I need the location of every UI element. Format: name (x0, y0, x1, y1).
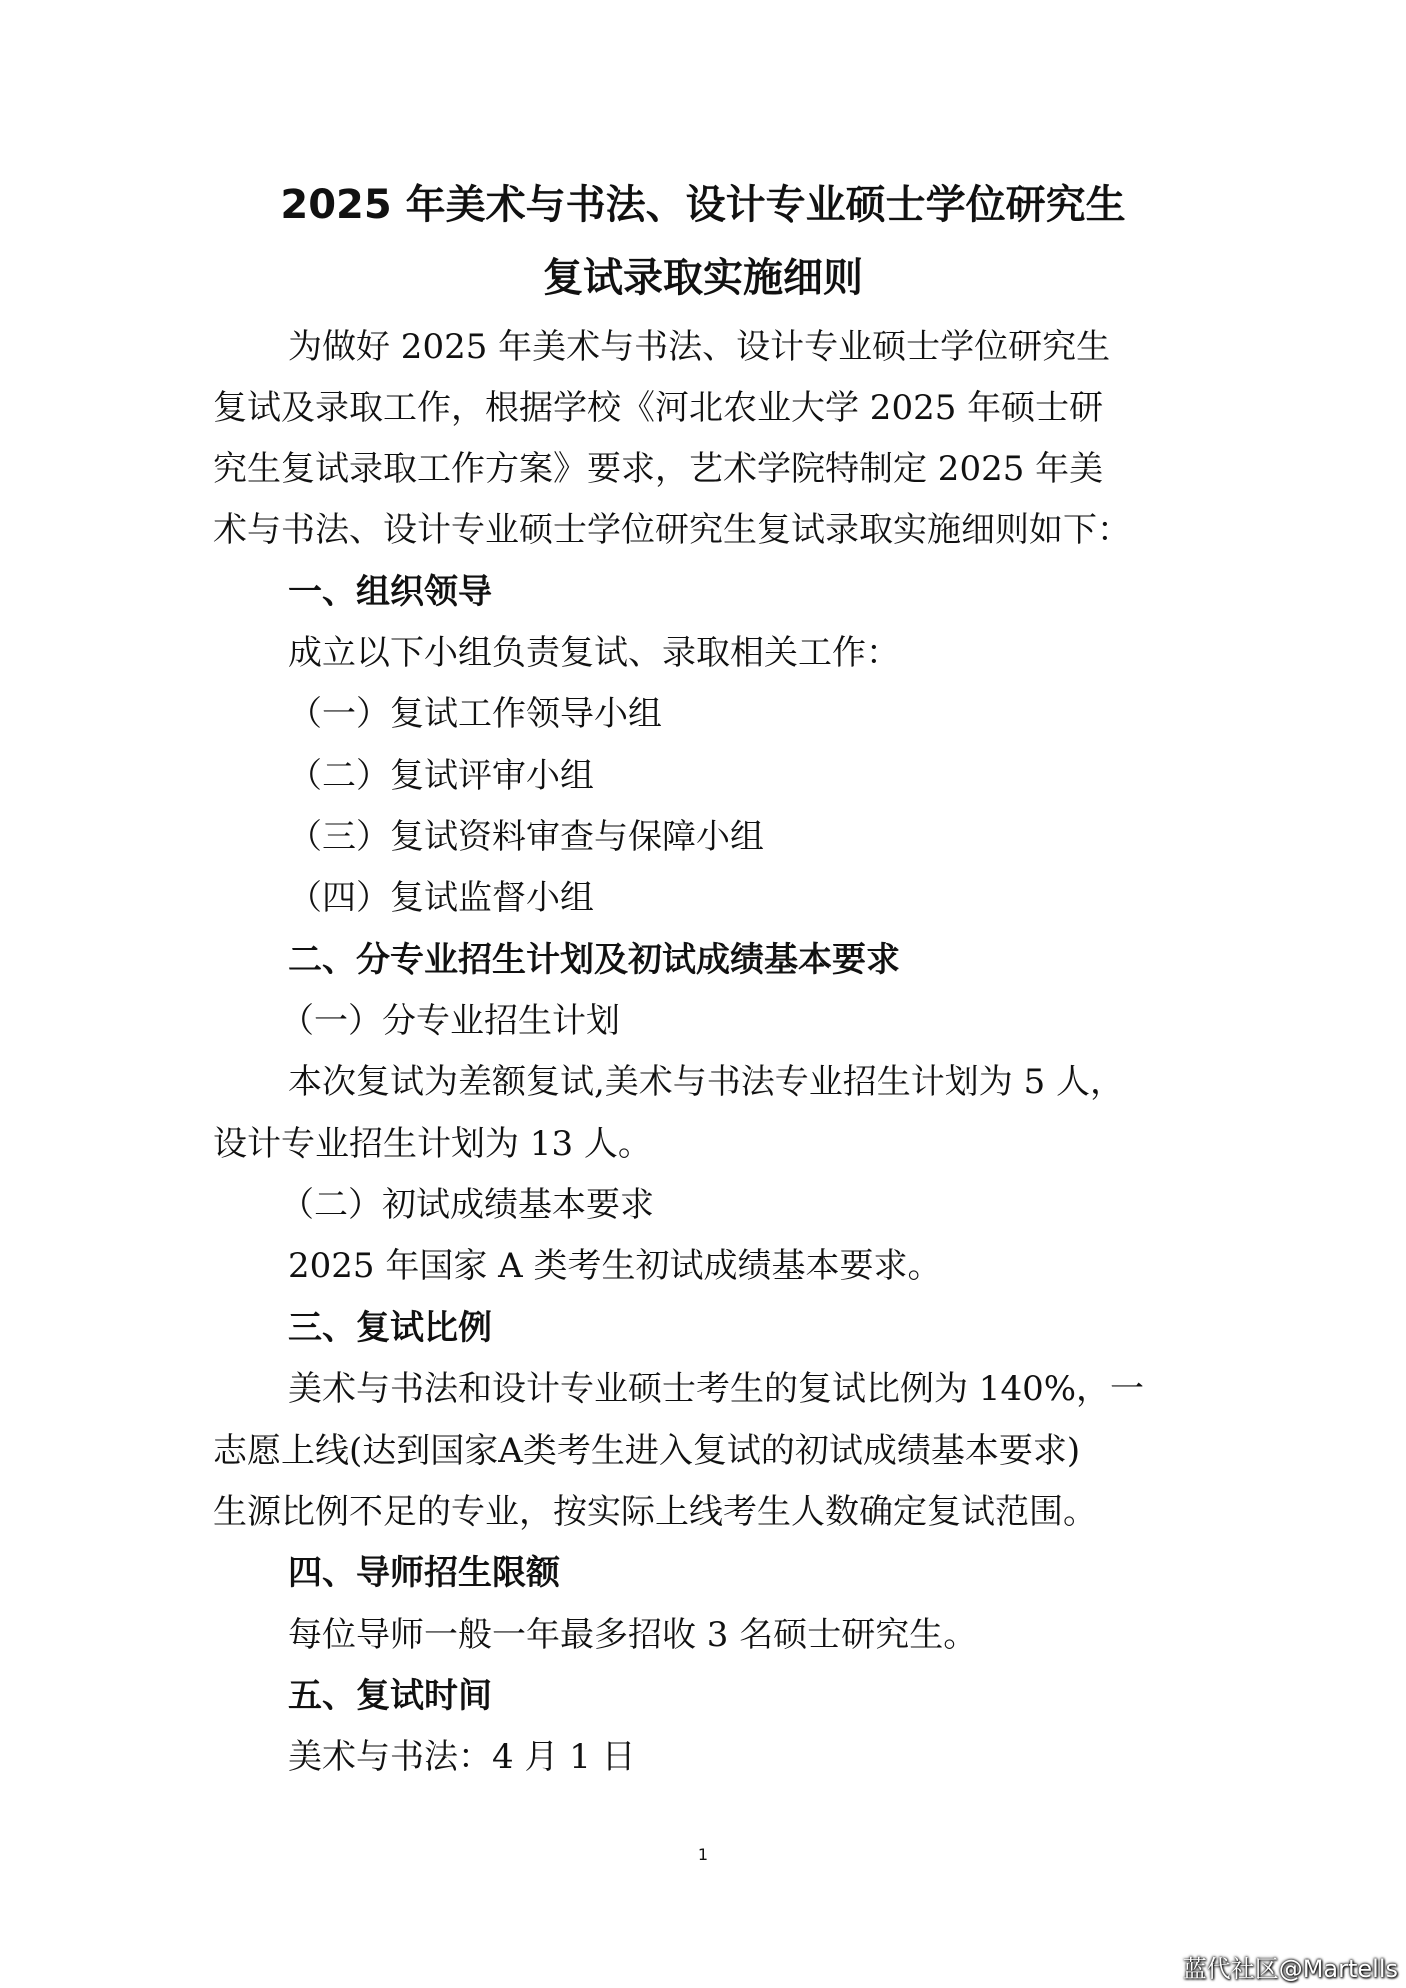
section-paragraph: 2025 年国家 A 类考生初试成绩基本要求。 (288, 1246, 942, 1286)
section-heading-organization: 一、组织领导 (288, 572, 492, 612)
intro-line: 究生复试录取工作方案》要求，艺术学院特制定 2025 年美 (213, 449, 1104, 489)
list-item: （一）复试工作领导小组 (288, 694, 662, 734)
watermark: 蓝代社区@Martells (1182, 1955, 1398, 1983)
page-number: 1 (697, 1845, 709, 1864)
section-paragraph: 美术与书法和设计专业硕士考生的复试比例为 140%，一 (288, 1369, 1145, 1409)
section-paragraph: 美术与书法：4 月 1 日 (288, 1737, 636, 1777)
subsection-heading: （一）分专业招生计划 (280, 1001, 620, 1041)
list-item: （三）复试资料审查与保障小组 (288, 817, 764, 857)
subsection-heading: （二）初试成绩基本要求 (280, 1185, 654, 1225)
section-paragraph: 本次复试为差额复试,美术与书法专业招生计划为 5 人， (288, 1062, 1125, 1102)
document-title-line1: 2025 年美术与书法、设计专业硕士学位研究生 (280, 182, 1126, 228)
section-paragraph: 成立以下小组负责复试、录取相关工作： (288, 633, 900, 673)
section-heading-quota: 四、导师招生限额 (288, 1553, 560, 1593)
section-paragraph: 每位导师一般一年最多招收 3 名硕士研究生。 (288, 1615, 978, 1655)
section-paragraph: 生源比例不足的专业，按实际上线考生人数确定复试范围。 (213, 1492, 1097, 1532)
intro-line: 复试及录取工作，根据学校《河北农业大学 2025 年硕士研 (213, 388, 1104, 428)
section-paragraph: 志愿上线(达到国家A类考生进入复试的初试成绩基本要求) (213, 1431, 1081, 1471)
section-paragraph: 设计专业招生计划为 13 人。 (213, 1124, 652, 1164)
section-heading-plan: 二、分专业招生计划及初试成绩基本要求 (288, 940, 900, 980)
section-heading-time: 五、复试时间 (288, 1676, 492, 1716)
section-heading-ratio: 三、复试比例 (288, 1308, 492, 1348)
document-title-line2: 复试录取实施细则 (543, 255, 863, 301)
list-item: （四）复试监督小组 (288, 878, 594, 918)
intro-line: 术与书法、设计专业硕士学位研究生复试录取实施细则如下： (213, 510, 1131, 550)
list-item: （二）复试评审小组 (288, 756, 594, 796)
intro-line: 为做好 2025 年美术与书法、设计专业硕士学位研究生 (288, 327, 1111, 367)
